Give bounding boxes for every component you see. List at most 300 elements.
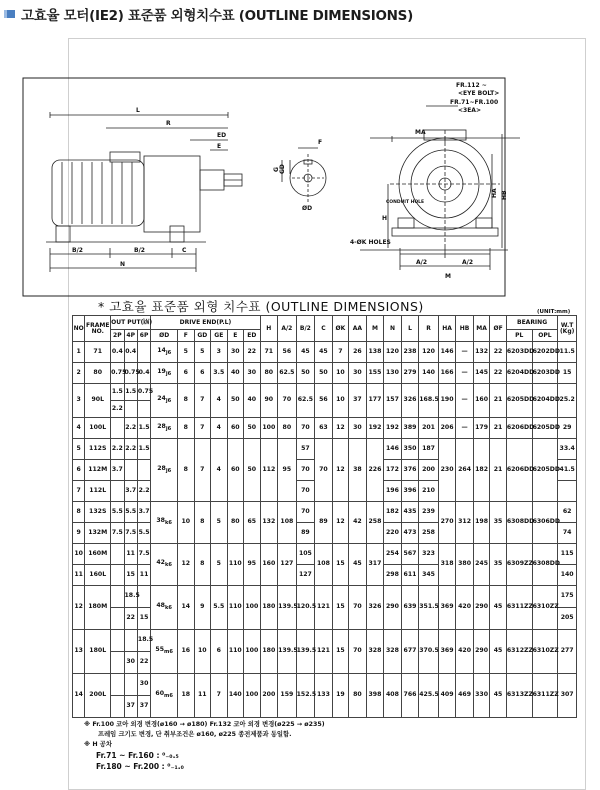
cell: 6205DD [532, 418, 558, 439]
cell: 7 [194, 439, 210, 502]
cell: 100 [260, 418, 278, 439]
cell: 7.5 [137, 544, 150, 565]
cell: 50 [227, 384, 243, 418]
cell: 45 [490, 586, 506, 630]
cell: 160 [473, 384, 489, 418]
cell: 6306DD [532, 502, 558, 544]
cell: 127 [296, 565, 315, 586]
cell: 70 [349, 586, 367, 630]
cell [111, 674, 124, 696]
table-row [73, 342, 577, 363]
cell: 180 [260, 630, 278, 674]
col-header-ma: MA [473, 316, 489, 342]
cell: 13 [73, 630, 85, 674]
cell: 3.5 [211, 363, 227, 384]
cell: 376 [401, 460, 419, 481]
cell: 3 [211, 342, 227, 363]
cell: 0.4 [111, 342, 124, 363]
cell: 62 [558, 502, 577, 523]
dim-label-F: F [318, 139, 323, 146]
cell: 380 [456, 544, 474, 586]
cell: 65 [244, 502, 261, 544]
cell: 1.5 [137, 439, 150, 460]
cell: 5.5 [137, 523, 150, 544]
cell: 307 [558, 674, 577, 718]
cell: 160M [85, 544, 111, 565]
cell: 567 [401, 544, 419, 565]
cell: 177 [366, 384, 384, 418]
cell: 166 [438, 363, 456, 384]
cell: 180M [85, 586, 111, 630]
cell: 6308DD [506, 502, 532, 544]
cell: 139.5 [296, 630, 315, 674]
cell: 159 [278, 674, 297, 718]
cell [111, 544, 124, 565]
cell: 6203DD [506, 342, 532, 363]
cell: 192 [366, 418, 384, 439]
cell: 226 [366, 439, 384, 502]
col-header-c: C [315, 316, 333, 342]
cell: 26 [349, 342, 367, 363]
cell: 37 [349, 384, 367, 418]
cell: 210 [419, 481, 439, 502]
cell: 6202DD [532, 342, 558, 363]
cell: 11 [124, 544, 137, 565]
cell: 369 [438, 630, 456, 674]
table-row [73, 384, 577, 401]
cell: 25.2 [558, 384, 577, 418]
cell: 35 [490, 544, 506, 586]
cell: 6313ZZ [506, 674, 532, 718]
dim-label-K-holes: 4-ØK HOLES [350, 239, 391, 246]
cell: 22 [124, 608, 137, 630]
cell: 4 [73, 418, 85, 439]
cell: 10 [178, 502, 194, 544]
cell: 2.2 [111, 439, 124, 460]
cell: 398 [366, 674, 384, 718]
cell: 0.4 [124, 342, 137, 363]
cell [111, 586, 124, 608]
cell: 6 [211, 630, 227, 674]
cell: 317 [366, 544, 384, 586]
cell: 4 [211, 439, 227, 502]
cell: 6 [178, 363, 194, 384]
cell: 14 [73, 674, 85, 718]
cell: 70 [315, 439, 333, 502]
cell: 30 [349, 363, 367, 384]
cell: 1.5 [124, 384, 137, 401]
cell-value: 48 [156, 602, 165, 610]
cell: 677 [401, 630, 419, 674]
cell: 175 [558, 586, 577, 608]
cell: 14 [178, 586, 194, 630]
cell: 200 [419, 460, 439, 481]
cell: 100L [85, 418, 111, 439]
cell: 5.5 [124, 502, 137, 523]
cell: 139.5 [278, 630, 297, 674]
cell: 45 [315, 342, 333, 363]
col-header-ge: GE [211, 330, 227, 342]
col-header-output: OUT PUT(㎾) [111, 316, 151, 330]
table-row [73, 674, 577, 696]
cell: 12 [332, 418, 348, 439]
cell: 12 [332, 502, 348, 544]
cell: 0.4 [137, 363, 150, 384]
cell: 290 [473, 630, 489, 674]
cell-tolerance: j6 [165, 398, 172, 405]
cell: 12 [178, 544, 194, 586]
dim-label-conduit: CONDUIT HOLE [386, 200, 425, 205]
cell: 133 [315, 674, 333, 718]
cell: 258 [419, 523, 439, 544]
table-row [73, 363, 577, 384]
cell: 15 [124, 565, 137, 586]
cell: 108 [315, 544, 333, 586]
cell: 9 [73, 523, 85, 544]
cell: 11 [73, 565, 85, 586]
page-title: 고효율 모터(IE2) 표준품 외형치수표 (OUTLINE DIMENSIONS) [21, 8, 413, 24]
cell: 70 [296, 481, 315, 502]
cell: 15 [332, 586, 348, 630]
cell: 6 [194, 363, 210, 384]
cell: 192 [384, 418, 402, 439]
cell: 110 [227, 586, 243, 630]
cell: 11 [137, 565, 150, 586]
cell: 95 [278, 439, 297, 502]
note-fr71-160: Fr.71 ~ Fr.160 : ⁰₋₀.₅ [96, 751, 179, 760]
cell: 8 [178, 439, 194, 502]
cell: 2.2 [111, 401, 124, 418]
outline-dimensions-table [72, 315, 577, 718]
cell-value: 24 [157, 395, 166, 403]
cell: 30 [244, 363, 261, 384]
col-header-aa: AA [349, 316, 367, 342]
cell-tolerance: m6 [164, 693, 173, 700]
cell [124, 460, 137, 481]
cell: 12 [332, 439, 348, 502]
cell: 110 [227, 544, 243, 586]
cell: 71 [260, 342, 278, 363]
cell: 200L [85, 674, 111, 718]
callout-fr71: FR.71~FR.100 [450, 99, 499, 106]
cell-tolerance: k6 [164, 520, 173, 527]
cell: 8 [178, 418, 194, 439]
cell: 70 [349, 630, 367, 674]
cell: 5.5 [111, 502, 124, 523]
col-header-frame: FRAME NO. [85, 316, 111, 342]
cell: 132 [473, 342, 489, 363]
cell: 435 [401, 502, 419, 523]
cell: 172 [384, 460, 402, 481]
cell: 22 [137, 652, 150, 674]
cell: 326 [401, 384, 419, 418]
note-h-tolerance: ※ H 공차 [84, 741, 112, 748]
table-row [73, 502, 577, 523]
cell: 290 [473, 586, 489, 630]
cell: 323 [419, 544, 439, 565]
cell: 95 [244, 544, 261, 586]
cell: 180 [260, 586, 278, 630]
cell: 127 [278, 544, 297, 586]
cell: 112 [260, 439, 278, 502]
col-header-r: R [419, 316, 439, 342]
cell: 15 [558, 363, 577, 384]
cell: 21 [490, 439, 506, 502]
dim-label-MA: MA [415, 129, 426, 136]
cell: 766 [401, 674, 419, 718]
cell: 290 [384, 586, 402, 630]
col-header-d: ØD [151, 330, 178, 342]
cell: 5 [73, 439, 85, 460]
cell: 146 [384, 439, 402, 460]
cell: 200 [260, 674, 278, 718]
cell: 369 [438, 586, 456, 630]
cell: 145 [473, 363, 489, 384]
col-header-b2: B/2 [296, 316, 315, 342]
cell: 80 [85, 363, 111, 384]
cell: 6206DD [506, 439, 532, 502]
cell: 8 [194, 544, 210, 586]
cell-tolerance: m6 [164, 649, 173, 656]
cell [111, 608, 124, 630]
col-header-f2: ØF [490, 316, 506, 342]
cell: 80 [349, 674, 367, 718]
dim-label-A2-right: A/2 [462, 259, 474, 266]
cell: 408 [384, 674, 402, 718]
cell: 112L [85, 481, 111, 502]
cell: 50 [315, 363, 333, 384]
cell: 120.5 [296, 586, 315, 630]
cell: 611 [401, 565, 419, 586]
col-header-pl: PL [506, 330, 532, 342]
cell: 100 [244, 674, 261, 718]
cell: 70 [296, 502, 315, 523]
cell: 120 [419, 342, 439, 363]
cell: 312 [456, 502, 474, 544]
cell: 0.75 [124, 363, 137, 384]
cell: 318 [438, 544, 456, 586]
cell: 62.5 [296, 384, 315, 418]
cell [111, 481, 124, 502]
cell: 63 [315, 418, 333, 439]
cell: 1.5 [111, 384, 124, 401]
cell-tolerance: j6 [165, 468, 172, 475]
cell: 7.5 [124, 523, 137, 544]
cell [151, 342, 178, 363]
cell: 187 [419, 439, 439, 460]
cell: 8 [73, 502, 85, 523]
cell: 1.5 [137, 418, 150, 439]
cell: 62.5 [278, 363, 297, 384]
col-header-e: E [227, 330, 243, 342]
cell: 40 [227, 363, 243, 384]
cell: 45 [490, 674, 506, 718]
cell: 3.7 [124, 481, 137, 502]
cell: 326 [366, 586, 384, 630]
cell: 90 [260, 384, 278, 418]
cell: 74 [558, 523, 577, 544]
cell: 140 [558, 565, 577, 586]
cell [151, 439, 178, 502]
cell: 409 [438, 674, 456, 718]
cell: 425.5 [419, 674, 439, 718]
cell: 230 [438, 439, 456, 502]
cell: 7 [73, 481, 85, 502]
cell: 155 [366, 363, 384, 384]
cell [111, 696, 124, 718]
cell [111, 418, 124, 439]
cell: 6206DD [506, 418, 532, 439]
cell: 71 [85, 342, 111, 363]
cell: 7 [332, 342, 348, 363]
cell: — [456, 342, 474, 363]
cell: 121 [315, 586, 333, 630]
cell: 105 [296, 544, 315, 565]
cell [151, 544, 178, 586]
cell: 18 [178, 674, 194, 718]
col-header-6p: 6P [137, 330, 150, 342]
cell: 5.5 [211, 586, 227, 630]
cell: 190 [438, 384, 456, 418]
cell: 21 [490, 384, 506, 418]
cell: 30 [227, 342, 243, 363]
cell [151, 674, 178, 718]
cell: 6204DD [506, 363, 532, 384]
dim-label-G: G [273, 167, 280, 172]
cell: 5 [178, 342, 194, 363]
cell-value: 42 [156, 559, 165, 567]
cell: 157 [384, 384, 402, 418]
dim-label-N: N [120, 261, 126, 268]
note-frame-change: 프레임 크기도 변경, 단 취부조건은 ø160, ø225 종전제품과 동일함. [98, 731, 292, 738]
cell: 420 [456, 630, 474, 674]
cell: 80 [278, 418, 297, 439]
cell: 37 [124, 696, 137, 718]
callout-eye-bolt: <EYE BOLT> [458, 90, 500, 97]
cell: 2 [73, 363, 85, 384]
table-row [73, 439, 577, 460]
cell: 38 [349, 439, 367, 502]
cell: 50 [244, 439, 261, 502]
cell [558, 481, 577, 502]
cell: 0.75 [111, 363, 124, 384]
dim-label-A2-left: A/2 [416, 259, 428, 266]
dim-label-ED: ED [217, 132, 227, 139]
cell: 33.4 [558, 439, 577, 460]
cell: 6310ZZ [532, 586, 558, 630]
cell: 258 [366, 502, 384, 544]
cell: 6311ZZ [532, 674, 558, 718]
cell-value: 28 [157, 464, 166, 472]
cell-tolerance: j6 [165, 426, 172, 433]
table-row [73, 544, 577, 565]
cell: 7.5 [111, 523, 124, 544]
cell: 389 [401, 418, 419, 439]
cell: 120 [384, 342, 402, 363]
col-header-bearing: BEARING [506, 316, 558, 330]
cell: 108 [278, 502, 297, 544]
cell: 41.5 [558, 460, 577, 481]
cell: 140 [227, 674, 243, 718]
cell: 11.5 [558, 342, 577, 363]
cell: 245 [473, 544, 489, 586]
cell: 80 [227, 502, 243, 544]
cell-value: 60 [155, 690, 165, 698]
cell: 5 [211, 502, 227, 544]
cell: 130 [384, 363, 402, 384]
cell: 60 [227, 439, 243, 502]
cell: 6203DD [532, 363, 558, 384]
table-title: * 고효율 표준품 외형 치수표 (OUTLINE DIMENSIONS) [98, 299, 424, 314]
cell: — [456, 418, 474, 439]
cell: 29 [558, 418, 577, 439]
cell: 140 [419, 363, 439, 384]
cell [151, 418, 178, 439]
cell: 7 [194, 418, 210, 439]
cell: 9 [194, 586, 210, 630]
cell: 6205DD [532, 439, 558, 502]
cell: 0.75 [137, 384, 150, 401]
col-header-l: L [401, 316, 419, 342]
dim-label-B2-left: B/2 [72, 247, 83, 254]
dim-label-D: ØD [302, 205, 313, 212]
cell: 220 [384, 523, 402, 544]
col-header-k: ØK [332, 316, 348, 342]
col-header-hb: HB [456, 316, 474, 342]
col-header-drive-end: DRIVE END(P.L) [151, 316, 260, 330]
cell: 8 [194, 502, 210, 544]
cell: 19 [332, 674, 348, 718]
cell: 15 [332, 544, 348, 586]
dim-label-HA: HA [491, 188, 498, 198]
cell: 3.7 [137, 502, 150, 523]
cell: 37 [137, 696, 150, 718]
dim-label-H: H [382, 215, 388, 222]
cell: 270 [438, 502, 456, 544]
cell: 277 [558, 630, 577, 674]
cell [124, 630, 137, 652]
cell: 351.5 [419, 586, 439, 630]
cell [137, 342, 150, 363]
cell: 370.5 [419, 630, 439, 674]
cell: 50 [296, 363, 315, 384]
cell: 2.2 [124, 439, 137, 460]
cell: 15 [137, 608, 150, 630]
cell: 4 [211, 418, 227, 439]
cell: 11 [194, 674, 210, 718]
cell: 3.7 [111, 460, 124, 481]
cell: 2.2 [137, 481, 150, 502]
cell: 42 [349, 502, 367, 544]
cell: 21 [490, 418, 506, 439]
note-core-change: ※ Fr.100 코아 외경 변경(ø160 → ø180) Fr.132 코아 외경 변경(ø225 → ø235) [84, 721, 325, 728]
cell-tolerance: j6 [165, 371, 172, 378]
cell: 18.5 [137, 630, 150, 652]
cell: 45 [349, 544, 367, 586]
dim-label-E: E [217, 143, 222, 150]
cell: 7 [194, 384, 210, 418]
cell: 328 [384, 630, 402, 674]
cell: 89 [315, 502, 333, 544]
cell: 57 [296, 439, 315, 460]
cell: 2.2 [124, 418, 137, 439]
cell-value: 19 [157, 367, 166, 375]
cell: 6204DD [532, 384, 558, 418]
cell: 90L [85, 384, 111, 418]
cell: 396 [401, 481, 419, 502]
cell: 40 [244, 384, 261, 418]
cell: 132M [85, 523, 111, 544]
